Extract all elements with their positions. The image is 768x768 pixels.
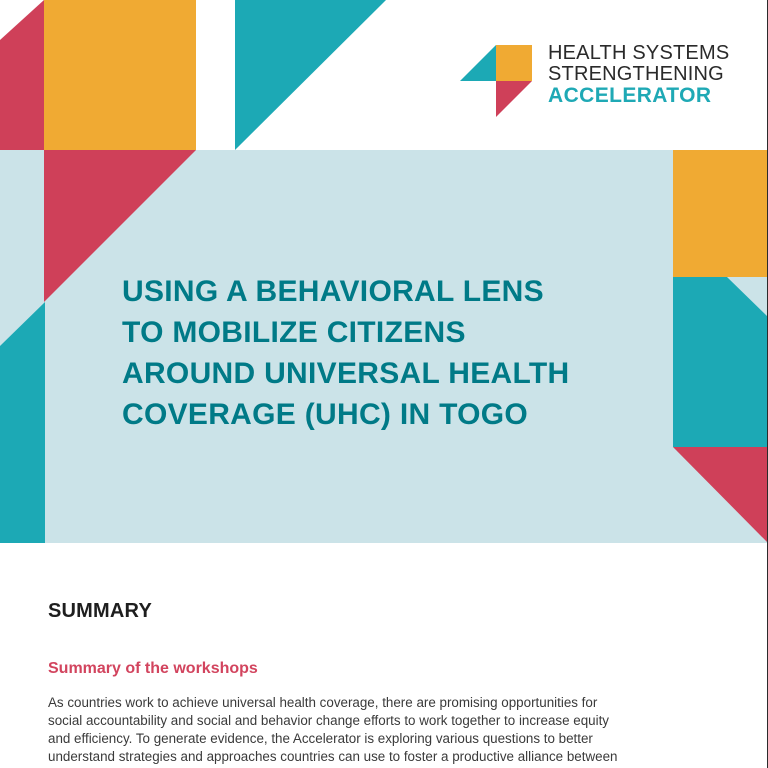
summary-paragraph (48, 694, 728, 766)
summary-heading: SUMMARY (48, 600, 152, 622)
teal-triangle-top (235, 0, 386, 150)
title-line: AROUND UNIVERSAL HEALTH (122, 357, 570, 390)
red-shape-top-left (0, 0, 44, 150)
orange-square-top (44, 0, 196, 150)
title-line: COVERAGE (UHC) IN TOGO (122, 398, 529, 431)
logo-line-accelerator: ACCELERATOR (548, 84, 712, 107)
logo-line-strengthening: STRENGTHENING (548, 63, 724, 85)
red-triangle-right (673, 447, 768, 543)
paragraph-line: As countries work to achieve universal health coverage, there are promising opportunities for (48, 695, 598, 710)
title-line: USING A BEHAVIORAL LENS (122, 275, 544, 308)
hss-accelerator-logo (460, 42, 730, 117)
page-title (122, 271, 662, 435)
teal-shape-left (0, 302, 45, 543)
logo-wordmark (548, 42, 730, 107)
paragraph-line: and efficiency. To generate evidence, the Accelerator is exploring various questions to better (48, 731, 593, 746)
orange-square-right (673, 150, 768, 277)
title-line: TO MOBILIZE CITIZENS (122, 316, 466, 349)
paragraph-line: understand strategies and approaches countries can use to foster a productive alliance between (48, 749, 618, 764)
workshops-subheading: Summary of the workshops (48, 660, 258, 677)
paragraph-line: social accountability and social and behavior change efforts to work together to increase equity (48, 713, 610, 728)
logo-line-health-systems: HEALTH SYSTEMS (548, 42, 730, 64)
accelerator-logo-mark-icon (460, 45, 532, 117)
teal-shape-right (673, 277, 768, 447)
